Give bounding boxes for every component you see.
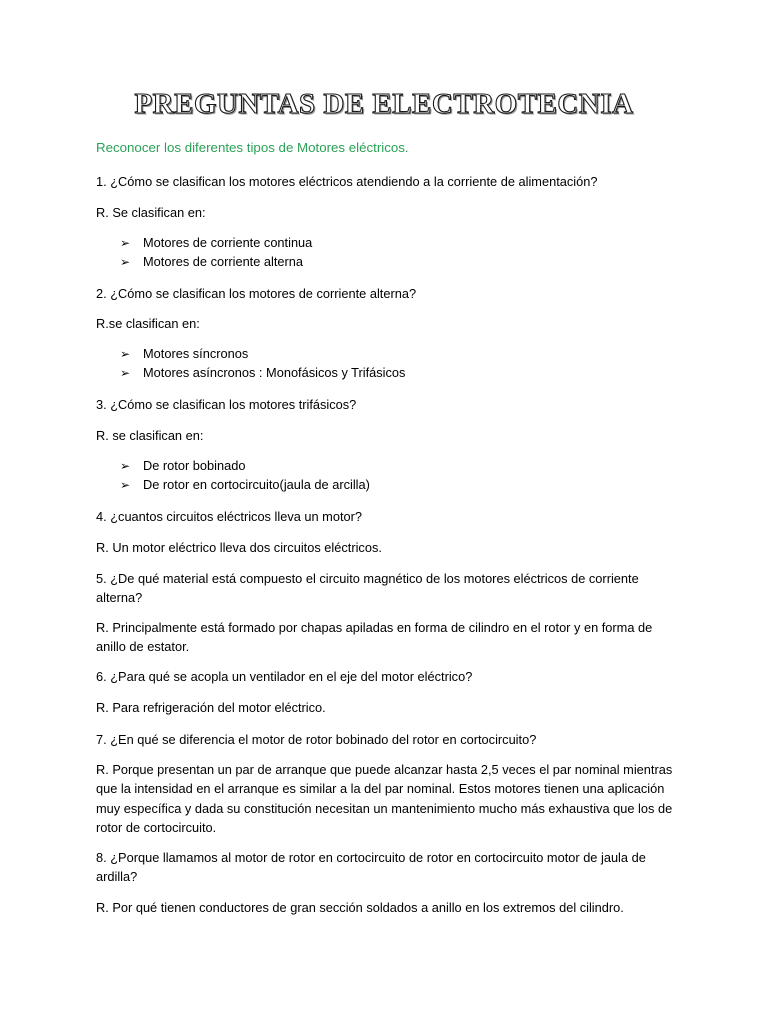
question-4: 4. ¿cuantos circuitos eléctricos lleva un motor? xyxy=(96,509,363,524)
answer-8: R. Por qué tienen conductores de gran sección soldados a anillo en los extremos del cilindro. xyxy=(96,900,624,915)
question-2: 2. ¿Cómo se clasifican los motores de corriente alterna? xyxy=(96,286,417,301)
answer-2: R.se clasifican en: xyxy=(96,316,200,331)
document-subtitle: Reconocer los diferentes tipos de Motores eléctricos. xyxy=(96,140,409,155)
answer-3-item-text: De rotor en cortocircuito(jaula de arcilla) xyxy=(143,477,370,492)
question-7: 7. ¿En qué se diferencia el motor de rotor bobinado del rotor en cortocircuito? xyxy=(96,732,537,747)
answer-3-item xyxy=(120,475,370,495)
answer-2-item xyxy=(120,363,405,383)
answer-1-item-text: Motores de corriente continua xyxy=(143,235,313,250)
answer-2-item-text: Motores asíncronos : Monofásicos y Trifásicos xyxy=(143,365,406,380)
arrowhead-bullet-icon: ➢ xyxy=(120,236,131,250)
question-3: 3. ¿Cómo se clasifican los motores trifásicos? xyxy=(96,397,357,412)
arrowhead-bullet-icon: ➢ xyxy=(120,459,131,473)
answer-2-item-text: Motores síncronos xyxy=(143,346,249,361)
arrowhead-bullet-icon: ➢ xyxy=(120,347,131,361)
arrowhead-bullet-icon: ➢ xyxy=(120,366,131,380)
arrowhead-bullet-icon: ➢ xyxy=(120,255,131,269)
answer-2-item xyxy=(120,344,248,364)
question-6: 6. ¿Para qué se acopla un ventilador en el eje del motor eléctrico? xyxy=(96,669,473,684)
answer-3-item-text: De rotor bobinado xyxy=(143,458,246,473)
question-1: 1. ¿Cómo se clasifican los motores eléctricos atendiendo a la corriente de alimentación? xyxy=(96,174,598,189)
answer-3-item xyxy=(120,456,245,476)
answer-1-item xyxy=(120,233,312,253)
question-5: 5. ¿De qué material está compuesto el circuito magnético de los motores eléctricos de corriente alterna? xyxy=(96,571,639,606)
answer-3: R. se clasifican en: xyxy=(96,428,204,443)
answer-1: R. Se clasifican en: xyxy=(96,205,206,220)
answer-5: R. Principalmente está formado por chapas apiladas en forma de cilindro en el rotor y en forma de anillo de estator. xyxy=(96,620,653,655)
document-title: PREGUNTAS DE ELECTROTECNIA xyxy=(134,88,634,120)
answer-1-item-text: Motores de corriente alterna xyxy=(143,254,304,269)
question-8: 8. ¿Porque llamamos al motor de rotor en cortocircuito de rotor en cortocircuito motor de jaula de ardilla? xyxy=(96,850,646,885)
arrowhead-bullet-icon: ➢ xyxy=(120,478,131,492)
answer-4: R. Un motor eléctrico lleva dos circuitos eléctricos. xyxy=(96,540,382,555)
answer-7: R. Porque presentan un par de arranque que puede alcanzar hasta 2,5 veces el par nominal mientras que la intensidad en el arranque es similar a la del par nominal. Estos motores tienen una aplicación muy específica y dada su constitución necesitan un mantenimiento mucho más exhaustiva que los de rotor de cortocircuito. xyxy=(96,762,673,835)
answer-1-item xyxy=(120,252,303,272)
answer-6: R. Para refrigeración del motor eléctrico. xyxy=(96,700,326,715)
